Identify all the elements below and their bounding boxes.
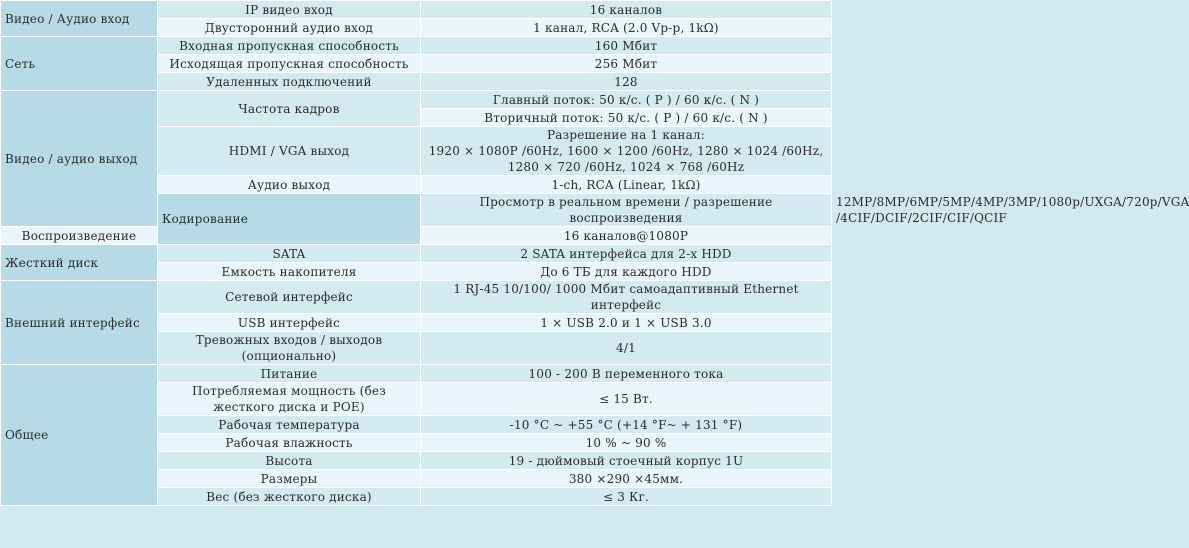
- param-cell: Тревожных входов / выходов (опционально): [158, 332, 421, 365]
- category-cell: Кодирование: [158, 194, 421, 245]
- table-row: [1, 1, 832, 19]
- value-cell: 19 - дюймовый стоечный корпус 1U: [421, 452, 832, 470]
- param-cell: Воспроизведение: [1, 227, 158, 245]
- param-cell: Емкость накопителя: [158, 263, 421, 281]
- table-row: [1, 365, 832, 383]
- value-cell: 100 - 200 В переменного тока: [421, 365, 832, 383]
- value-cell: [421, 127, 832, 176]
- value-cell: Вторичный поток: 50 к/с. ( P ) / 60 к/с. ( N ): [421, 109, 832, 127]
- param-cell: Частота кадров: [158, 91, 421, 127]
- category-cell: Общее: [1, 365, 158, 506]
- value-cell: [421, 281, 832, 314]
- value-cell: 1 канал, RCA (2.0 Vp-p, 1kΩ): [421, 19, 832, 37]
- param-cell: Сетевой интерфейс: [158, 281, 421, 314]
- value-cell: 2 SATA интерфейса для 2-х HDD: [421, 245, 832, 263]
- value-cell: ≤ 15 Вт.: [421, 383, 832, 416]
- category-cell: Видео / аудио выход: [1, 91, 158, 227]
- param-cell: Размеры: [158, 470, 421, 488]
- param-cell: Исходящая пропускная способность: [158, 55, 421, 73]
- param-cell: HDMI / VGA выход: [158, 127, 421, 176]
- param-cell: Двусторонний аудио вход: [158, 19, 421, 37]
- param-cell: Входная пропускная способность: [158, 37, 421, 55]
- value-cell: 16 каналов: [421, 1, 832, 19]
- value-line: 1920 × 1080P /60Hz, 1600 × 1200 /60Hz, 1280 × 1024 /60Hz,: [428, 144, 824, 158]
- category-cell: Видео / Аудио вход: [1, 1, 158, 37]
- param-cell: SATA: [158, 245, 421, 263]
- param-cell: Удаленных подключений: [158, 73, 421, 91]
- value-line: 1280 × 720 /60Hz, 1024 × 768 /60Hz: [507, 160, 745, 174]
- category-cell: Жесткий диск: [1, 245, 158, 281]
- value-cell: 16 каналов@1080P: [421, 227, 832, 245]
- param-cell: Питание: [158, 365, 421, 383]
- table-row: Кодирование Просмотр в реальном времени / разрешение воспроизведения 12MP/8MP/6MP/5MP/4MP/3MP/1080p/UXGA/720p/VGA /4CIF/DCIF/2CIF/CIF/QCIF: [1, 194, 832, 227]
- value-cell: До 6 ТБ для каждого HDD: [421, 263, 832, 281]
- value-cell: 128: [421, 73, 832, 91]
- value-cell: 1 × USB 2.0 и 1 × USB 3.0: [421, 314, 832, 332]
- param-cell: Рабочая температура: [158, 416, 421, 434]
- param-cell: Потребляемая мощность (без жесткого диска и POE): [158, 383, 421, 416]
- category-cell: Сеть: [1, 37, 158, 91]
- table-row: [1, 91, 832, 109]
- param-cell: Рабочая влажность: [158, 434, 421, 452]
- value-cell: 10 % ~ 90 %: [421, 434, 832, 452]
- value-line: интерфейс: [590, 298, 662, 312]
- table-row: [1, 245, 832, 263]
- value-cell: Главный поток: 50 к/с. ( P ) / 60 к/с. ( N ): [421, 91, 832, 109]
- value-cell: 1-ch, RCA (Linear, 1kΩ): [421, 176, 832, 194]
- param-cell: Аудио выход: [158, 176, 421, 194]
- value-cell: 160 Мбит: [421, 37, 832, 55]
- value-line: 1 RJ-45 10/100/ 1000 Мбит самоадаптивный Ethernet: [453, 282, 799, 296]
- param-cell: IP видео вход: [158, 1, 421, 19]
- value-cell: 256 Мбит: [421, 55, 832, 73]
- param-cell: Вес (без жесткого диска): [158, 488, 421, 506]
- value-cell: -10 °C ~ +55 °C (+14 °F~ + 131 °F): [421, 416, 832, 434]
- value-cell: ≤ 3 Кг.: [421, 488, 832, 506]
- param-cell: Высота: [158, 452, 421, 470]
- value-line: Разрешение на 1 канал:: [546, 128, 705, 142]
- category-cell: Внешний интерфейс: [1, 281, 158, 365]
- value-cell: 380 ×290 ×45мм.: [421, 470, 832, 488]
- value-cell: 4/1: [421, 332, 832, 365]
- param-cell: USB интерфейс: [158, 314, 421, 332]
- table-row: [1, 37, 832, 55]
- param-cell: Просмотр в реальном времени / разрешение воспроизведения: [421, 194, 832, 227]
- table-row: [1, 281, 832, 314]
